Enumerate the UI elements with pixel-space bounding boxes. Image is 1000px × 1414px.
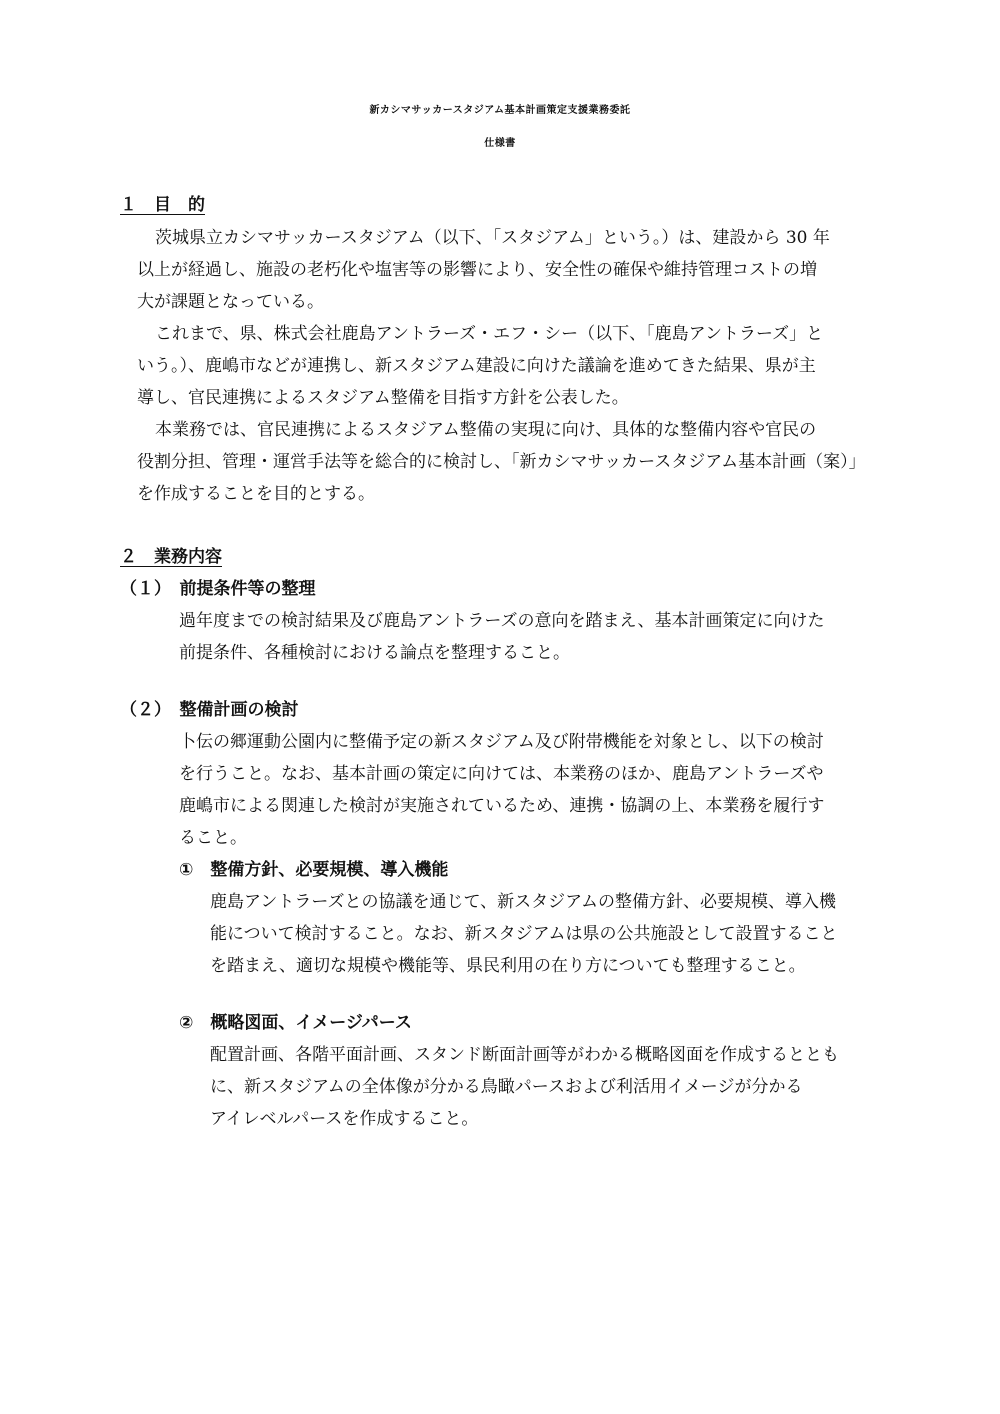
paragraph-line: 卜伝の郷運動公園内に整備予定の新スタジアム及び附帯機能を対象とし、以下の検討 xyxy=(179,732,824,752)
section-2-heading: ２ 業務内容 xyxy=(120,547,222,567)
paragraph-line: 以上が経過し、施設の老朽化や塩害等の影響により、安全性の確保や維持管理コストの増 xyxy=(137,260,817,280)
paragraph-line: 鹿嶋市による関連した検討が実施されているため、連携・協調の上、本業務を履行す xyxy=(179,796,825,816)
item-1-heading: （１） 前提条件等の整理 xyxy=(120,579,316,599)
paragraph-line: 役割分担、管理・運営手法等を総合的に検討し、「新カシマサッカースタジアム基本計画（案）」 xyxy=(137,452,866,472)
paragraph-line: を行うこと。なお、基本計画の策定に向けては、本業務のほか、鹿島アントラーズや xyxy=(179,764,824,784)
paragraph-line: 本業務では、官民連携によるスタジアム整備の実現に向け、具体的な整備内容や官民の xyxy=(155,420,817,440)
paragraph-line: 前提条件、各種検討における論点を整理すること。 xyxy=(179,643,570,663)
paragraph-line: 過年度までの検討結果及び鹿島アントラーズの意向を踏まえ、基本計画策定に向けた xyxy=(179,611,825,631)
document-title: 新カシマサッカースタジアム基本計画策定支援業務委託 xyxy=(369,105,631,116)
paragraph-line: 鹿島アントラーズとの協議を通じて、新スタジアムの整備方針、必要規模、導入機 xyxy=(210,892,836,912)
item-2-heading: （２） 整備計画の検討 xyxy=(120,700,299,720)
paragraph-line: ること。 xyxy=(179,828,247,848)
paragraph-line: 大が課題となっている。 xyxy=(137,292,324,312)
sub-item-2-heading: ② 概略図面、イメージパース xyxy=(179,1013,412,1033)
paragraph-line: アイレベルパースを作成すること。 xyxy=(210,1109,479,1129)
paragraph-line: これまで、県、株式会社鹿島アントラーズ・エフ・シー（以下、「鹿島アントラーズ」と xyxy=(155,324,824,344)
paragraph-line: を作成することを目的とする。 xyxy=(137,484,375,504)
document-subtitle: 仕様書 xyxy=(484,138,516,149)
paragraph-line: を踏まえ、適切な規模や機能等、県民利用の在り方についても整理すること。 xyxy=(210,956,806,976)
paragraph-line: 茨城県立カシマサッカースタジアム（以下、「スタジアム」という。）は、建設から 30 年 xyxy=(155,228,830,248)
paragraph-line: いう。）、鹿嶋市などが連携し、新スタジアム建設に向けた議論を進めてきた結果、県が主 xyxy=(137,356,816,376)
paragraph-line: 配置計画、各階平面計画、スタンド断面計画等がわかる概略図面を作成するととも xyxy=(210,1045,839,1065)
paragraph-line: 導し、官民連携によるスタジアム整備を目指す方針を公表した。 xyxy=(137,388,629,408)
paragraph-line: に、新スタジアムの全体像が分かる鳥瞰パースおよび利活用イメージが分かる xyxy=(210,1077,803,1097)
paragraph-line: 能について検討すること。なお、新スタジアムは県の公共施設として設置すること xyxy=(210,924,838,944)
sub-item-1-heading: ① 整備方針、必要規模、導入機能 xyxy=(179,860,449,880)
section-1-heading: １ 目 的 xyxy=(120,195,205,215)
